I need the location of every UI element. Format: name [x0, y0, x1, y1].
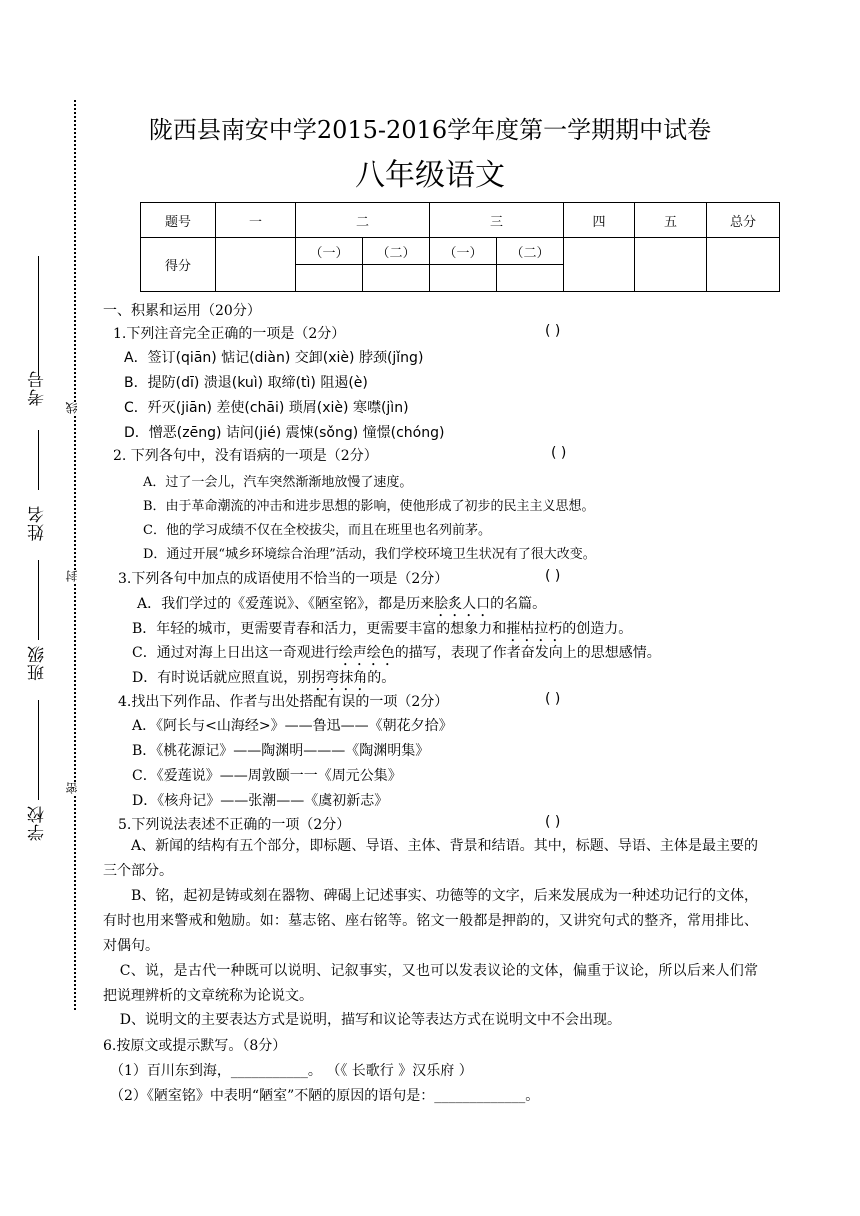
score-cell[interactable] — [363, 265, 430, 292]
score-header-cell: 四 — [564, 203, 635, 238]
class-blank — [38, 700, 39, 800]
score-table — [140, 202, 780, 292]
dotted-idiom: 绘声绘色 — [338, 645, 395, 661]
paragraph-d: D、说明文的主要表达方式是说明，描写和议论等表达方式在说明文中不会出现。 — [119, 1012, 622, 1028]
score-cell[interactable] — [430, 265, 497, 292]
answer-paren[interactable]: ( ) — [545, 691, 561, 707]
exam-subtitle: 八年级语文 — [355, 158, 505, 193]
seal-mark-line: 线 — [65, 402, 79, 414]
option-c: C．他的学习成绩不仅在全校拔尖，而且在班里也名列前茅。 — [143, 523, 491, 538]
paragraph-c: C、说，是古代一种既可以说明、记叙事实，又也可以发表议论的文体，偏重于议论，所以后来人们常把说理辨析的文章统称为论说文。 — [103, 963, 758, 1004]
paragraph-a: A、新闻的结构有五个部分，即标题、导语、主体、背景和结语。其中，标题、导语、主体是最主要的三个部分。 — [103, 838, 758, 879]
score-subheader: （一） — [296, 238, 363, 265]
score-header-cell: 三 — [430, 203, 564, 238]
answer-paren[interactable]: ( ) — [545, 814, 561, 830]
option-b: B．提防(dī) 溃退(kuì) 取缔(tì) 阻遏(è) — [124, 375, 368, 391]
option-c: C．通过对海上日出这一奇观进行绘声绘色的描写，表现了作者奋发向上的思想感情。 — [132, 645, 661, 661]
class-label: 班级 — [28, 645, 48, 681]
question-2-stem: 2. 下列各句中，没有语病的一项是（2分） — [113, 448, 378, 464]
answer-paren[interactable]: ( ) — [551, 445, 567, 461]
dotted-idiom: 拐弯抹角 — [311, 670, 368, 686]
option-c: C．歼灭(jiān) 差使(chāi) 琐屑(xiè) 寒噤(jìn) — [124, 400, 409, 416]
question-3-stem: 3.下列各句中加点的成语使用不恰当的一项是（2分） — [118, 571, 449, 587]
score-row-label: 得分 — [141, 238, 216, 292]
score-subheader: （一） — [430, 238, 497, 265]
exam-title: 陇西县南安中学2015-2016学年度第一学期期中试卷 — [148, 116, 712, 144]
score-header-cell: 题号 — [141, 203, 216, 238]
score-cell[interactable] — [216, 238, 296, 292]
answer-paren[interactable]: ( ) — [545, 568, 561, 584]
option-a: A．《阿长与<山海经>》——鲁迅——《朝花夕拾》 — [132, 718, 453, 734]
question-4-stem: 4.找出下列作品、作者与出处搭配有误的一项（2分） — [118, 694, 449, 710]
paragraph-b: B、铭，起初是铸或刻在器物、碑碣上记述事实、功德等的文字，后来发展成为一种述功记行的文体，有时也用来警戒和勉励。如：墓志铭、座右铭等。铭文一般都是押韵的，又讲究句式的整齐，常用排比、对偶句。 — [103, 888, 758, 954]
binding-dotted-line — [74, 100, 76, 1010]
score-subheader: （二） — [497, 238, 564, 265]
score-cell[interactable] — [707, 238, 780, 292]
option-c: C．《爱莲说》——周敦颐一一《周元公集》 — [132, 768, 402, 784]
score-header-cell: 总分 — [707, 203, 780, 238]
score-header-cell: 二 — [296, 203, 430, 238]
name-blank — [38, 430, 39, 490]
option-b: B．年轻的城市，更需要青春和活力，更需要丰富的想象力和摧枯拉朽的创造力。 — [132, 621, 633, 637]
answer-paren[interactable]: ( ) — [545, 323, 561, 339]
seal-mark-mi: 密 — [65, 782, 79, 794]
option-d: D．通过开展“城乡环境综合治理”活动，我们学校环境卫生状况有了很大改变。 — [143, 547, 596, 562]
name-label: 姓名 — [28, 505, 48, 541]
option-d: D．有时说话就应照直说，别拐弯抹角的。 — [132, 670, 396, 686]
option-b: B．由于革命潮流的冲击和进步思想的影响，使他形成了初步的民主主义思想。 — [143, 499, 595, 514]
section-heading: 一、积累和运用（20分） — [103, 303, 261, 319]
option-d: D．《核舟记》——张潮——《虞初新志》 — [132, 793, 389, 809]
exam-no-blank — [38, 256, 39, 376]
recitation-item-1[interactable]: （1）百川东到海，___________。 （《 长歌行 》汉乐府 ） — [110, 1063, 473, 1079]
score-cell[interactable] — [296, 265, 363, 292]
question-1-stem: 1.下列注音完全正确的一项是（2分） — [113, 326, 346, 342]
exam-no-label: 考号 — [28, 370, 48, 406]
score-subheader: （二） — [363, 238, 430, 265]
question-6-stem: 6.按原文或提示默写。（8分） — [103, 1038, 287, 1054]
question-5-stem: 5.下列说法表述不正确的一项（2分） — [118, 817, 351, 833]
school-label: 学校 — [28, 805, 48, 841]
score-cell[interactable] — [564, 238, 635, 292]
dotted-idiom: 摧枯拉朽 — [506, 621, 563, 637]
score-header-cell: 五 — [635, 203, 707, 238]
dotted-idiom: 脍炙人口 — [434, 596, 491, 612]
recitation-item-2[interactable]: （2）《陋室铭》中表明“陋室”不陋的原因的语句是：_____________。 — [110, 1088, 540, 1104]
option-a: A．签订(qiān) 惦记(diàn) 交卸(xiè) 脖颈(jǐng) — [124, 350, 424, 366]
score-cell[interactable] — [635, 238, 707, 292]
seal-mark-feng: 封 — [65, 570, 79, 582]
option-a: A．过了一会儿，汽车突然渐渐地放慢了速度。 — [143, 475, 413, 490]
option-d: D．憎恶(zēng) 诘问(jié) 震悚(sǒng) 憧憬(chóng) — [124, 425, 445, 441]
score-header-cell: 一 — [216, 203, 296, 238]
name-blank-lower — [38, 560, 39, 640]
option-b: B．《桃花源记》——陶渊明———《陶渊明集》 — [132, 743, 430, 759]
score-cell[interactable] — [497, 265, 564, 292]
option-a: A．我们学过的《爱莲说》、《陋室铭》，都是历来脍炙人口的名篇。 — [137, 596, 547, 612]
